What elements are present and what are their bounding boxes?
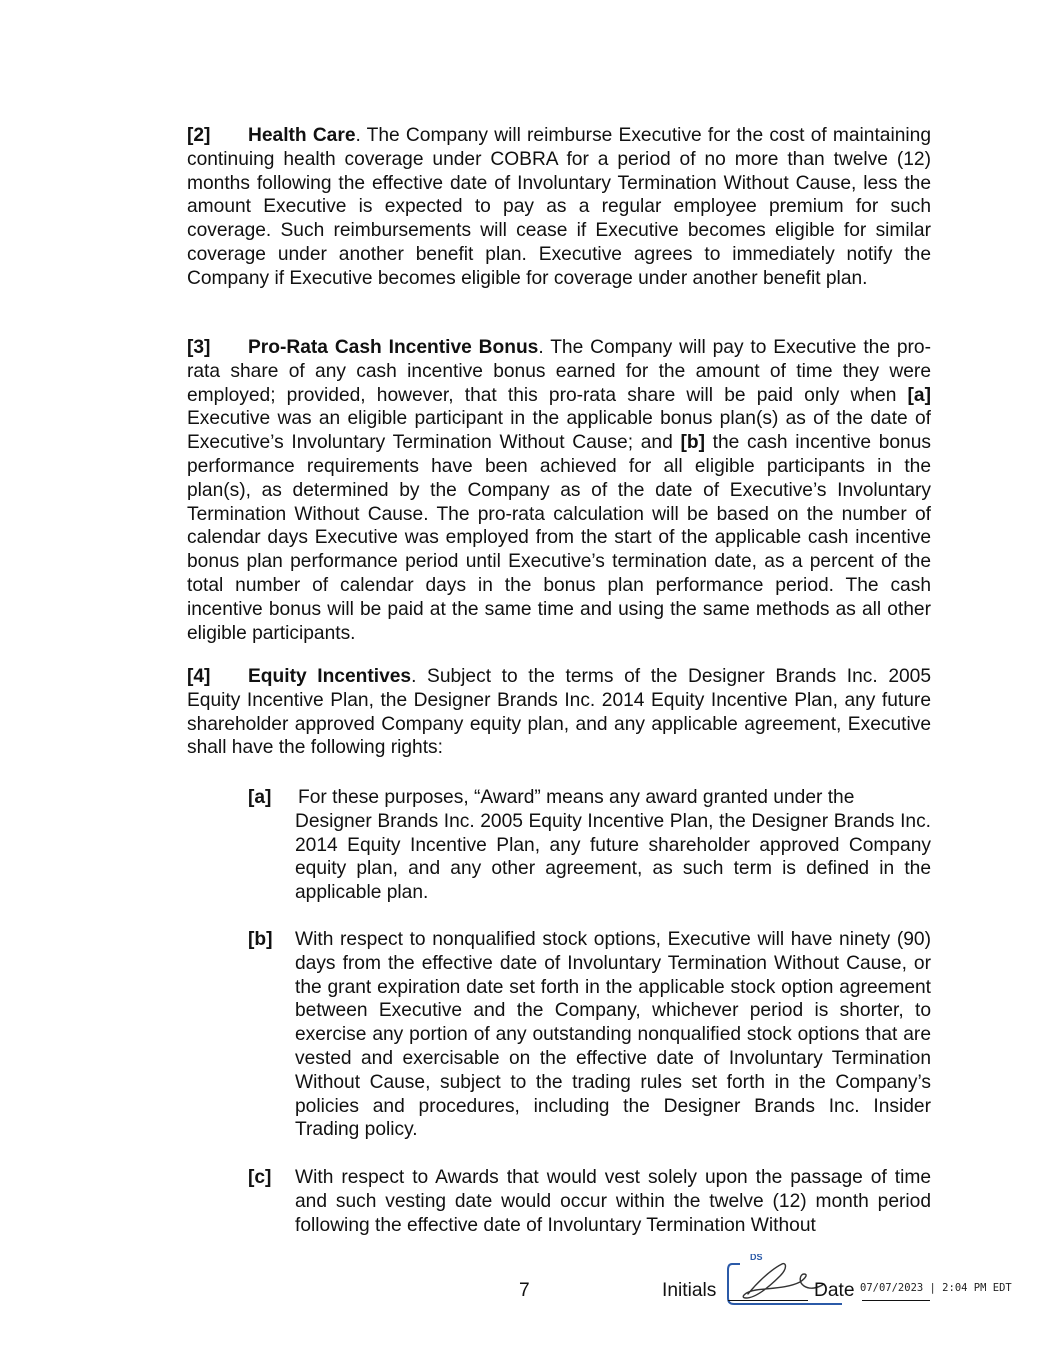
date-stamp: 07/07/2023 | 2:04 PM EDT bbox=[860, 1282, 1012, 1294]
sub-item-first-line: For these purposes, “Award” means any award granted under the bbox=[298, 787, 855, 808]
sub-item-b bbox=[248, 928, 931, 1142]
section-body-part1: . The Company will pay to Executive the pro-rata share of any cash incentive bonus earned for the amount of time they were employed; provided, however, that this pro-rata share will be paid only when bbox=[187, 337, 931, 406]
section-heading: Health Care bbox=[248, 125, 356, 146]
section-number: [2] bbox=[187, 125, 211, 146]
sub-item-text: With respect to Awards that would vest solely upon the passage of time and such vesting date would occur within the twelve (12) month period following the effective date of Involuntary Termination Without bbox=[295, 1167, 931, 1236]
ds-tag: DS bbox=[750, 1254, 763, 1262]
sub-item-label: [a] bbox=[248, 787, 272, 808]
section-heading: Pro-Rata Cash Incentive Bonus bbox=[248, 337, 539, 358]
section-body-part3: the cash incentive bonus performance requirements have been achieved for all eligible participants in the plan(s), as determined by the Company as of the date of Executive’s Involuntary Termination Without Cause. The pro-rata calculation will be based on the number of calendar days Executive was employed from the start of the applicable cash incentive bonus plan performance period until Executive’s termination date, as a percent of the total number of calendar days in the bonus plan performance period. The cash incentive bonus will be paid at the same time and using the same methods as all other eligible participants. bbox=[187, 432, 931, 644]
initials-line bbox=[728, 1300, 808, 1301]
section-pro-rata-bonus bbox=[187, 336, 931, 645]
clause-marker-a: [a] bbox=[907, 384, 931, 406]
sub-item-label: [b] bbox=[248, 929, 273, 950]
sub-item-a bbox=[248, 786, 931, 905]
section-heading: Equity Incentives bbox=[248, 666, 412, 687]
section-body: . The Company will reimburse Executive for the cost of maintaining continuing health coverage under COBRA for a period of no more than twelve (12) months following the effective date of Involuntary Termination Without Cause, less the amount Executive is expected to pay as a regular employee premium for such coverage. Such reimbursements will cease if Executive becomes eligible for similar coverage under another benefit plan. Executive agrees to immediately notify the Company if Executive becomes eligible for coverage under another benefit plan. bbox=[187, 125, 932, 289]
section-body-part2: Executive was an eligible participant in the applicable bonus plan(s) as of the date of Executive’s Involuntary Termination Without Cause; and bbox=[187, 408, 931, 454]
page-number: 7 bbox=[519, 1280, 530, 1301]
section-number: [4] bbox=[187, 666, 211, 687]
date-line bbox=[862, 1300, 930, 1301]
sub-item-text: With respect to nonqualified stock options, Executive will have ninety (90) days from the effective date of Involuntary Termination Without Cause, or the grant expiration date set forth in the applicable stock option agreement between Executive and the Company, whichever period is shorter, to exercise any portion of any outstanding nonqualified stock options that are vested and exercisable on the effective date of Involuntary Termination Without Cause, subject to the trading rules set forth in the Company’s policies and procedures, including the Designer Brands Inc. Insider Trading policy. bbox=[295, 929, 931, 1141]
date-label: Date bbox=[814, 1280, 855, 1301]
section-equity-incentives bbox=[187, 665, 931, 760]
sub-item-label: [c] bbox=[248, 1167, 272, 1188]
section-body: . Subject to the terms of the Designer Brands Inc. 2005 Equity Incentive Plan, the Designer Brands Inc. 2014 Equity Incentive Plan, any future shareholder approved Company equity plan, and any applicable agreement, Executive shall have the following rights: bbox=[187, 666, 932, 759]
sub-item-c bbox=[248, 1166, 931, 1237]
section-health-care bbox=[187, 124, 931, 291]
sub-item-text: Designer Brands Inc. 2005 Equity Incentive Plan, the Designer Brands Inc. 2014 Equity Incentive Plan, any future shareholder approved Company equity plan, and any other agreement, as such term is defined in the applicable plan. bbox=[295, 810, 931, 904]
section-number: [3] bbox=[187, 337, 211, 358]
initials-label: Initials bbox=[662, 1280, 717, 1301]
clause-marker-b: [b] bbox=[680, 432, 705, 454]
